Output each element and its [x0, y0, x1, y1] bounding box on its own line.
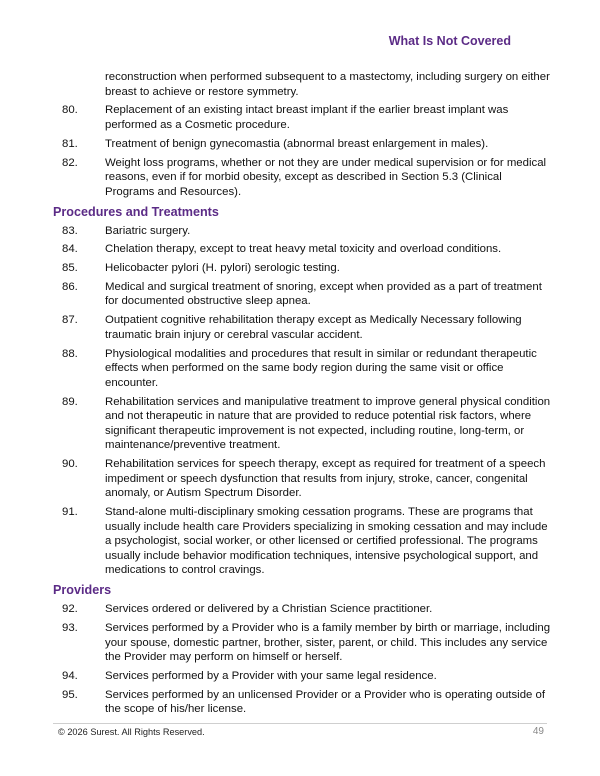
- list-item-number: 86.: [62, 280, 78, 293]
- list-groups: [53, 103, 553, 717]
- list-item-number: 89.: [62, 395, 78, 408]
- list-item-number: 83.: [62, 224, 78, 237]
- footer-copyright: © 2026 Surest. All Rights Reserved.: [58, 727, 205, 737]
- list-item: [53, 280, 553, 309]
- list-item-number: 87.: [62, 314, 78, 327]
- section-heading: Procedures and Treatments: [53, 204, 219, 219]
- continuation-text: reconstruction when performed subsequent to a mastectomy, including surgery on either breast to achieve or restore symmetry.: [105, 71, 550, 98]
- list-item: [53, 621, 553, 665]
- list-item-number: 84.: [62, 243, 78, 256]
- list-item: [53, 505, 553, 578]
- document-body: [53, 70, 553, 721]
- list-item-number: 81.: [62, 137, 78, 150]
- list-item: [53, 242, 553, 257]
- list-item-number: 80.: [62, 104, 78, 117]
- list-item-number: 91.: [62, 506, 78, 519]
- list-item-number: 95.: [62, 688, 78, 701]
- list-item-text: Weight loss programs, whether or not they are under medical supervision or for medical reasons, even if for morbid obesity, except as described in Section 5.3 (Clinical Programs and Resources).: [105, 156, 547, 198]
- list-item-number: 85.: [62, 262, 78, 275]
- list-item: [53, 688, 553, 717]
- list-item: [53, 156, 553, 200]
- list-item-number: 92.: [62, 603, 78, 616]
- list-item-number: 94.: [62, 670, 78, 682]
- list-item-text: Outpatient cognitive rehabilitation therapy except as Medically Necessary following traumatic brain injury or cerebral vascular accident.: [105, 314, 522, 341]
- list-item: [53, 457, 553, 501]
- list-item: [53, 395, 553, 453]
- list-item: [53, 347, 553, 391]
- list-item-number: 90.: [62, 458, 78, 471]
- page-header-title: What Is Not Covered: [388, 34, 511, 48]
- list-item-number: 88.: [62, 347, 78, 360]
- list-item-text: Medical and surgical treatment of snoring, except when provided as a part of treatment for documented obstructive sleep apnea.: [105, 280, 542, 308]
- list-item: [53, 261, 553, 276]
- list-item: [53, 313, 553, 342]
- list-item-text: Rehabilitation services for speech therapy, except as required for treatment of a speech impediment or speech dysfunction that results from injury, stroke, cancer, congenital anomaly, or Autism Spectrum Disorder.: [105, 458, 546, 500]
- footer-divider: [53, 723, 547, 724]
- list-item: [53, 103, 553, 132]
- list-item-text: Physiological modalities and procedures that result in similar or redundant therapeutic effects when performed on the same body region during the same visit or office encounter.: [105, 347, 537, 389]
- list-item-text: Replacement of an existing intact breast implant if the earlier breast implant was performed as a Cosmetic procedure.: [105, 104, 509, 131]
- list-item-number: 82.: [62, 156, 78, 169]
- list-item-text: Bariatric surgery.: [105, 224, 191, 237]
- list-item-text: Rehabilitation services and manipulative treatment to improve general physical condition and not therapeutic in nature that are provided to reduce potential risk factors, where significant therapeutic improvement is not expected, including routine, long-term, or maintenance/preventive treatment.: [105, 395, 551, 452]
- list-item-text: Stand-alone multi-disciplinary smoking cessation programs. These are programs that usually include health care Providers specializing in smoking cessation and may include a psychologist, social worker, or other licensed or certified professional. The programs usually include behavior modification techniques, intensive psychological support, and medications to control cravings.: [105, 506, 548, 577]
- list-item-text: Services performed by a Provider with your same legal residence.: [105, 670, 437, 682]
- list-item: [53, 669, 553, 684]
- section-heading: Providers: [53, 583, 112, 598]
- list-item-text: Services ordered or delivered by a Christian Science practitioner.: [105, 603, 433, 616]
- list-item: [53, 137, 553, 152]
- list-item-number: 93.: [62, 622, 78, 635]
- list-item-text: Services performed by an unlicensed Provider or a Provider who is operating outside of the scope of his/her license.: [105, 688, 546, 716]
- list-item-text: Services performed by a Provider who is a family member by birth or marriage, including your spouse, domestic partner, brother, sister, parent, or child. This includes any service the Provider may perform on himself or herself.: [105, 622, 551, 664]
- list-item-text: Helicobacter pylori (H. pylori) serologic testing.: [105, 262, 340, 275]
- list-item-text: Treatment of benign gynecomastia (abnormal breast enlargement in males).: [105, 137, 489, 150]
- page-number: 49: [532, 726, 544, 737]
- list-item-text: Chelation therapy, except to treat heavy metal toxicity and overload conditions.: [105, 243, 502, 256]
- list-item: [53, 224, 553, 239]
- list-item: [53, 602, 553, 617]
